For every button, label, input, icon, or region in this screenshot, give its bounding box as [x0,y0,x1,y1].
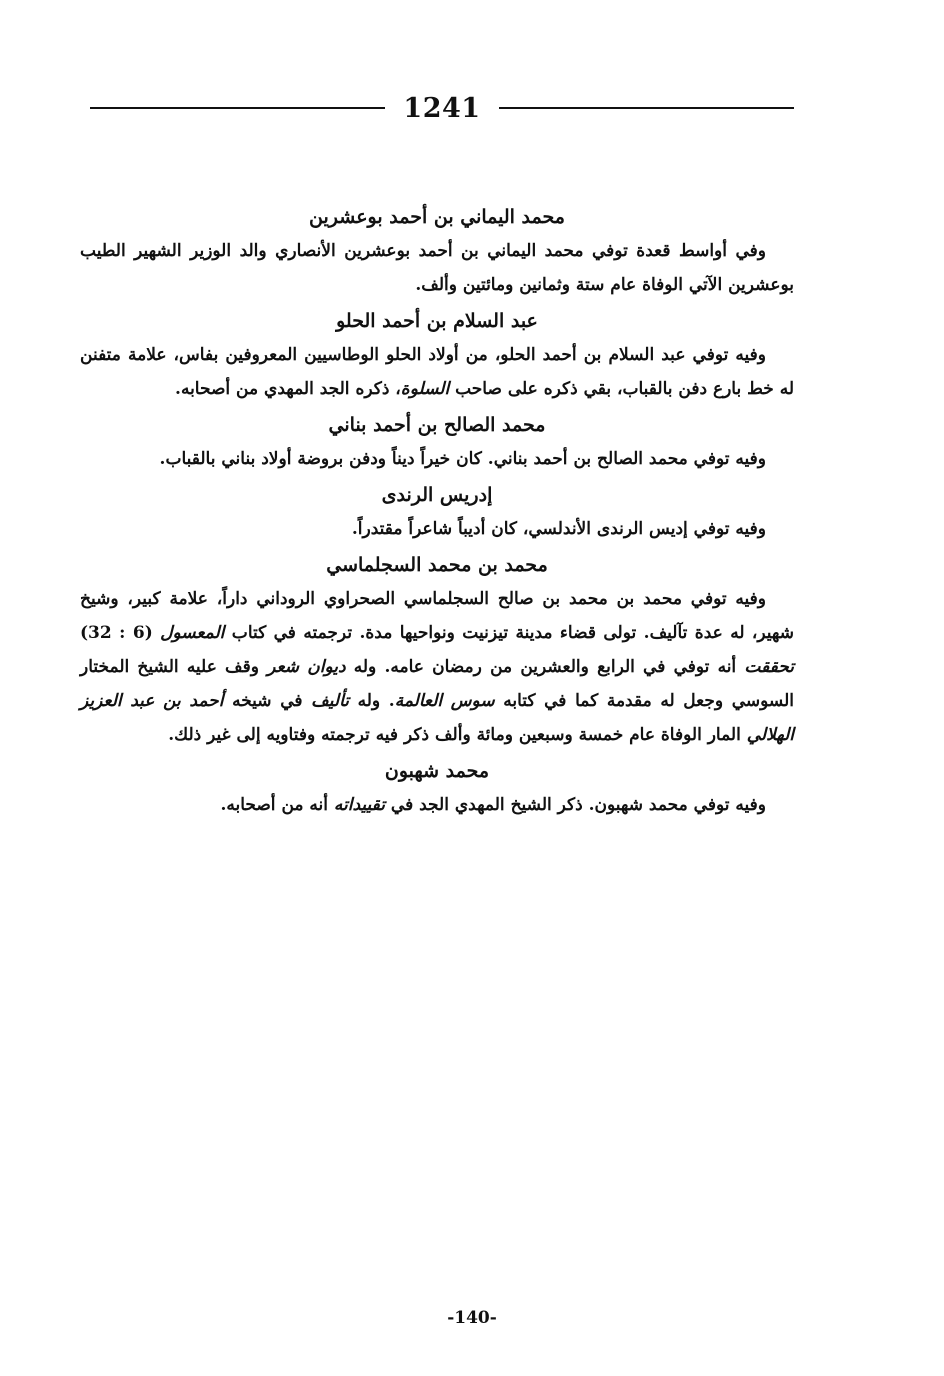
entry-body: وفيه توفي محمد الصالح بن أحمد بناني. كان خيراً ديناً ودفن بروضة أولاد بناني بالقباب. [159,449,766,469]
entry-title: محمد شهبون [384,760,490,782]
italic-word: تأليف [311,691,349,711]
entry-title: عبد السلام بن أحمد الحلو [336,310,538,332]
body-text: وفيه توفي محمد شهبون. ذكر الشيخ المهدي الجد في [385,795,766,815]
body-text: وقف عليه الشيخ المختار السوسي وجعل له مقدمة كما في كتابه [80,657,794,711]
entry-bouachrine [80,200,794,302]
entry-title: إدريس الرندى [381,484,493,506]
header-rule-left [90,107,385,109]
entry-elhelou [80,304,794,406]
entry-chahboun [80,754,794,822]
entry-body: وفي أواسط قعدة توفي محمد اليماني بن أحمد بوعشرين الأنصاري والد الوزير الشهير الطيب بوعشرين الآتي الوفاة عام ستة وثمانين ومائتين وألف. [80,241,794,295]
body-text: في شيخه [223,691,312,711]
body-text: وفيه توفي محمد بن محمد بن صالح السجلماسي الصحراوي الروداني داراً، علامة كبير، وشيخ شهير، له عدة تآليف. تولى قضاء مدينة تيزنيت ونواحيها مدة. ترجمته في كتاب [80,589,794,643]
entry-body: وفيه توفي إديس الرندى الأندلسي، كان أديباً شاعراً مقتدراً. [351,519,766,539]
body-text: أنه توفي في الرابع والعشرين من رمضان عامه. وله [345,657,745,677]
page-year: 1241 [403,92,481,124]
body-text: . وله [348,691,395,711]
entry-body [80,338,794,406]
entry-bennani [80,408,794,476]
page-number: -140- [447,1308,497,1328]
entry-title: محمد بن محمد السجلماسي [326,554,548,576]
page-header [90,88,794,128]
page-content [80,200,794,824]
entry-body [80,788,794,822]
entry-body [80,582,794,752]
book-title-sous: سوس العالمة [394,691,495,711]
body-text: (6 : 32) [80,623,161,643]
person-name-hilali: أحمد بن عبد العزيز الهلالي [80,691,794,745]
entry-title: محمد اليماني بن أحمد بوعشرين [309,206,565,228]
book-title-diwan: ديوان شعر [267,657,346,677]
body-text: أنه من أصحابه. [220,795,334,815]
body-text: المار الوفاة عام خمسة وسبعين ومائة وألف ذكر فيه ترجمته وفتاويه إلى غير ذلك. [168,725,747,745]
entry-sijilmasi [80,548,794,752]
italic-word: تحققت [744,657,794,677]
entry-title: محمد الصالح بن أحمد بناني [328,414,546,436]
body-text: ، ذكره الجد المهدي من أصحابه. [175,379,401,399]
header-rule-right [499,107,794,109]
body-text: وفيه توفي عبد السلام بن أحمد الحلو، من أولاد الحلو الوطاسيين المعروفين بفاس، علامة متفنن له خط بارع دفن بالقباب، بقي ذكره على صاحب [80,345,794,399]
book-title-maasoul: المعسول [160,623,225,643]
book-title-taqyidat: تقييداته [333,795,385,815]
book-title-salwa: السلوة [400,379,450,399]
entry-rondi [80,478,794,546]
